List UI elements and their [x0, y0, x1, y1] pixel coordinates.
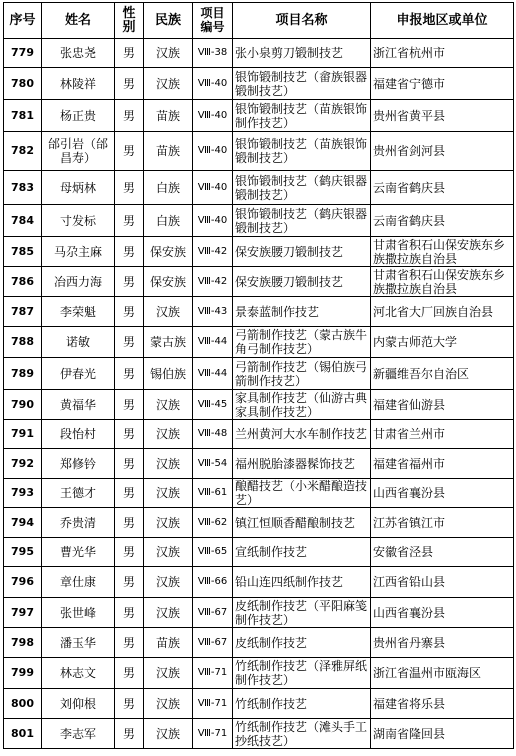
cell-ethnicity: 汉族	[144, 297, 193, 327]
cell-no: 801	[4, 719, 42, 749]
cell-project-code: Ⅷ-42	[193, 237, 233, 267]
cell-project-code: Ⅷ-40	[193, 68, 233, 100]
cell-project-name: 保安族腰刀锻制技艺	[233, 267, 371, 297]
cell-region: 福建省宁德市	[371, 68, 514, 100]
cell-gender: 男	[115, 171, 144, 205]
table-row	[4, 420, 514, 449]
cell-gender: 男	[115, 205, 144, 237]
cell-ethnicity: 汉族	[144, 719, 193, 749]
table-row	[4, 237, 514, 267]
cell-project-code: Ⅷ-40	[193, 205, 233, 237]
cell-gender: 男	[115, 237, 144, 267]
cell-gender: 男	[115, 719, 144, 749]
cell-gender: 男	[115, 390, 144, 420]
cell-gender: 男	[115, 567, 144, 598]
cell-region: 贵州省黄平县	[371, 100, 514, 132]
cell-project-name: 铅山连四纸制作技艺	[233, 567, 371, 598]
cell-name: 李荣魁	[42, 297, 115, 327]
cell-region: 贵州省丹寨县	[371, 628, 514, 658]
header-no: 序号	[4, 3, 42, 39]
cell-no: 782	[4, 132, 42, 171]
table-row	[4, 538, 514, 567]
cell-project-name: 张小泉剪刀锻制技艺	[233, 39, 371, 68]
table-row	[4, 132, 514, 171]
cell-ethnicity: 白族	[144, 171, 193, 205]
cell-project-name: 景泰蓝制作技艺	[233, 297, 371, 327]
cell-ethnicity: 汉族	[144, 390, 193, 420]
cell-project-code: Ⅷ-40	[193, 171, 233, 205]
table-row	[4, 689, 514, 719]
cell-region: 山西省襄汾县	[371, 479, 514, 508]
cell-project-code: Ⅷ-67	[193, 628, 233, 658]
cell-ethnicity: 汉族	[144, 420, 193, 449]
cell-name: 马尕主麻	[42, 237, 115, 267]
cell-no: 793	[4, 479, 42, 508]
cell-name: 段怡村	[42, 420, 115, 449]
cell-project-code: Ⅷ-43	[193, 297, 233, 327]
cell-project-code: Ⅷ-65	[193, 538, 233, 567]
table-body	[4, 39, 514, 749]
cell-region: 云南省鹤庆县	[371, 171, 514, 205]
cell-region: 福建省将乐县	[371, 689, 514, 719]
table-row	[4, 171, 514, 205]
cell-ethnicity: 汉族	[144, 658, 193, 689]
cell-project-name: 银饰锻制技艺（苗族银饰制作技艺）	[233, 100, 371, 132]
cell-no: 797	[4, 598, 42, 628]
cell-no: 792	[4, 449, 42, 479]
cell-region: 甘肃省兰州市	[371, 420, 514, 449]
cell-ethnicity: 保安族	[144, 267, 193, 297]
cell-project-code: Ⅷ-71	[193, 719, 233, 749]
cell-project-code: Ⅷ-67	[193, 598, 233, 628]
cell-name: 林志文	[42, 658, 115, 689]
cell-no: 785	[4, 237, 42, 267]
cell-ethnicity: 蒙古族	[144, 327, 193, 358]
cell-no: 784	[4, 205, 42, 237]
table-row	[4, 297, 514, 327]
cell-project-code: Ⅷ-38	[193, 39, 233, 68]
cell-region: 内蒙古师范大学	[371, 327, 514, 358]
cell-gender: 男	[115, 449, 144, 479]
cell-gender: 男	[115, 479, 144, 508]
cell-gender: 男	[115, 297, 144, 327]
cell-project-name: 银饰锻制技艺（鹤庆银器锻制技艺）	[233, 171, 371, 205]
cell-project-name: 保安族腰刀锻制技艺	[233, 237, 371, 267]
cell-project-code: Ⅷ-71	[193, 689, 233, 719]
cell-gender: 男	[115, 132, 144, 171]
cell-gender: 男	[115, 100, 144, 132]
cell-no: 779	[4, 39, 42, 68]
cell-gender: 男	[115, 598, 144, 628]
cell-project-code: Ⅷ-40	[193, 100, 233, 132]
table-row	[4, 628, 514, 658]
cell-ethnicity: 汉族	[144, 598, 193, 628]
cell-gender: 男	[115, 689, 144, 719]
header-project-code	[193, 3, 233, 39]
table-row	[4, 100, 514, 132]
cell-region: 安徽省泾县	[371, 538, 514, 567]
table-row	[4, 449, 514, 479]
cell-no: 790	[4, 390, 42, 420]
cell-no: 798	[4, 628, 42, 658]
cell-gender: 男	[115, 358, 144, 390]
table-row	[4, 479, 514, 508]
cell-region: 浙江省温州市瓯海区	[371, 658, 514, 689]
cell-region: 云南省鹤庆县	[371, 205, 514, 237]
cell-name: 诺敏	[42, 327, 115, 358]
cell-project-code: Ⅷ-48	[193, 420, 233, 449]
cell-gender: 男	[115, 68, 144, 100]
header-name: 姓名	[42, 3, 115, 39]
cell-project-name: 兰州黄河大水车制作技艺	[233, 420, 371, 449]
cell-name: 刘仰根	[42, 689, 115, 719]
cell-region: 福建省仙游县	[371, 390, 514, 420]
header-region: 申报地区或单位	[371, 3, 514, 39]
table-row	[4, 205, 514, 237]
table-row	[4, 719, 514, 749]
cell-ethnicity: 苗族	[144, 100, 193, 132]
cell-ethnicity: 苗族	[144, 132, 193, 171]
cell-project-code: Ⅷ-66	[193, 567, 233, 598]
cell-project-code: Ⅷ-61	[193, 479, 233, 508]
cell-project-name: 竹纸制作技艺	[233, 689, 371, 719]
cell-name: 冶西力海	[42, 267, 115, 297]
cell-no: 789	[4, 358, 42, 390]
cell-gender: 男	[115, 658, 144, 689]
cell-no: 786	[4, 267, 42, 297]
cell-ethnicity: 汉族	[144, 508, 193, 538]
cell-no: 795	[4, 538, 42, 567]
cell-name: 张世峰	[42, 598, 115, 628]
table-row	[4, 327, 514, 358]
table-row	[4, 358, 514, 390]
cell-region: 贵州省剑河县	[371, 132, 514, 171]
header-ethnicity: 民族	[144, 3, 193, 39]
cell-project-code: Ⅷ-42	[193, 267, 233, 297]
cell-ethnicity: 苗族	[144, 628, 193, 658]
cell-region: 浙江省杭州市	[371, 39, 514, 68]
cell-ethnicity: 汉族	[144, 479, 193, 508]
cell-name: 王德才	[42, 479, 115, 508]
header-project-code-label: 项目编号	[200, 6, 225, 34]
cell-name: 郑修钤	[42, 449, 115, 479]
cell-no: 788	[4, 327, 42, 358]
cell-gender: 男	[115, 508, 144, 538]
table-row	[4, 390, 514, 420]
cell-ethnicity: 汉族	[144, 689, 193, 719]
cell-name: 章仕康	[42, 567, 115, 598]
cell-project-code: Ⅷ-71	[193, 658, 233, 689]
heritage-inheritors-table	[3, 2, 514, 749]
cell-no: 787	[4, 297, 42, 327]
cell-region: 山西省襄汾县	[371, 598, 514, 628]
cell-region: 甘肃省积石山保安族东乡族撒拉族自治县	[371, 267, 514, 297]
cell-project-name: 皮纸制作技艺（平阳麻笺制作技艺）	[233, 598, 371, 628]
cell-project-name: 家具制作技艺（仙游古典家具制作技艺）	[233, 390, 371, 420]
cell-ethnicity: 汉族	[144, 68, 193, 100]
cell-name: 潘玉华	[42, 628, 115, 658]
cell-region: 河北省大厂回族自治县	[371, 297, 514, 327]
cell-region: 甘肃省积石山保安族东乡族撒拉族自治县	[371, 237, 514, 267]
cell-region: 江苏省镇江市	[371, 508, 514, 538]
cell-project-name: 酿醋技艺（小米醋酿造技艺）	[233, 479, 371, 508]
cell-project-code: Ⅷ-54	[193, 449, 233, 479]
cell-name: 伊春光	[42, 358, 115, 390]
header-project-name: 项目名称	[233, 3, 371, 39]
cell-name: 黄福华	[42, 390, 115, 420]
cell-project-code: Ⅷ-45	[193, 390, 233, 420]
cell-ethnicity: 汉族	[144, 538, 193, 567]
cell-no: 783	[4, 171, 42, 205]
cell-name: 张忠尧	[42, 39, 115, 68]
cell-no: 791	[4, 420, 42, 449]
cell-project-name: 宣纸制作技艺	[233, 538, 371, 567]
cell-project-name: 皮纸制作技艺	[233, 628, 371, 658]
cell-ethnicity: 汉族	[144, 39, 193, 68]
table-row	[4, 508, 514, 538]
cell-project-name: 福州脱胎漆器髹饰技艺	[233, 449, 371, 479]
cell-project-name: 弓箭制作技艺（蒙古族牛角弓制作技艺）	[233, 327, 371, 358]
cell-gender: 男	[115, 628, 144, 658]
cell-project-code: Ⅷ-44	[193, 358, 233, 390]
cell-ethnicity: 汉族	[144, 449, 193, 479]
cell-project-code: Ⅷ-44	[193, 327, 233, 358]
cell-gender: 男	[115, 327, 144, 358]
cell-name: 母炳林	[42, 171, 115, 205]
cell-name: 林陵祥	[42, 68, 115, 100]
table-row	[4, 567, 514, 598]
cell-gender: 男	[115, 538, 144, 567]
cell-gender: 男	[115, 39, 144, 68]
cell-ethnicity: 锡伯族	[144, 358, 193, 390]
cell-region: 新疆维吾尔自治区	[371, 358, 514, 390]
cell-project-name: 竹纸制作技艺（滩头手工抄纸技艺）	[233, 719, 371, 749]
cell-project-name: 银饰锻制技艺（鹤庆银器锻制技艺）	[233, 205, 371, 237]
cell-region: 江西省铅山县	[371, 567, 514, 598]
table-row	[4, 598, 514, 628]
cell-name: 李志军	[42, 719, 115, 749]
table-row	[4, 658, 514, 689]
cell-project-name: 弓箭制作技艺（锡伯族弓箭制作技艺）	[233, 358, 371, 390]
cell-gender: 男	[115, 420, 144, 449]
cell-name: 寸发标	[42, 205, 115, 237]
cell-no: 800	[4, 689, 42, 719]
table-row	[4, 39, 514, 68]
cell-no: 794	[4, 508, 42, 538]
cell-name: 杨正贵	[42, 100, 115, 132]
cell-gender: 男	[115, 267, 144, 297]
cell-region: 湖南省隆回县	[371, 719, 514, 749]
cell-ethnicity: 白族	[144, 205, 193, 237]
cell-region: 福建省福州市	[371, 449, 514, 479]
cell-no: 780	[4, 68, 42, 100]
cell-project-name: 银饰锻制技艺（畲族银器锻制技艺）	[233, 68, 371, 100]
cell-name: 乔贵清	[42, 508, 115, 538]
table-row	[4, 68, 514, 100]
cell-ethnicity: 保安族	[144, 237, 193, 267]
cell-name: 曹光华	[42, 538, 115, 567]
cell-project-name: 镇江恒顺香醋酿制技艺	[233, 508, 371, 538]
cell-ethnicity: 汉族	[144, 567, 193, 598]
cell-project-name: 银饰锻制技艺（苗族银饰锻制技艺）	[233, 132, 371, 171]
cell-no: 796	[4, 567, 42, 598]
cell-project-code: Ⅷ-40	[193, 132, 233, 171]
cell-no: 799	[4, 658, 42, 689]
cell-project-code: Ⅷ-62	[193, 508, 233, 538]
table-row	[4, 267, 514, 297]
cell-no: 781	[4, 100, 42, 132]
cell-name: 邰引岩（邰昌寿）	[42, 132, 115, 171]
header-gender: 性别	[115, 3, 144, 39]
header-row	[4, 3, 514, 39]
cell-project-name: 竹纸制作技艺（泽雅屏纸制作技艺）	[233, 658, 371, 689]
